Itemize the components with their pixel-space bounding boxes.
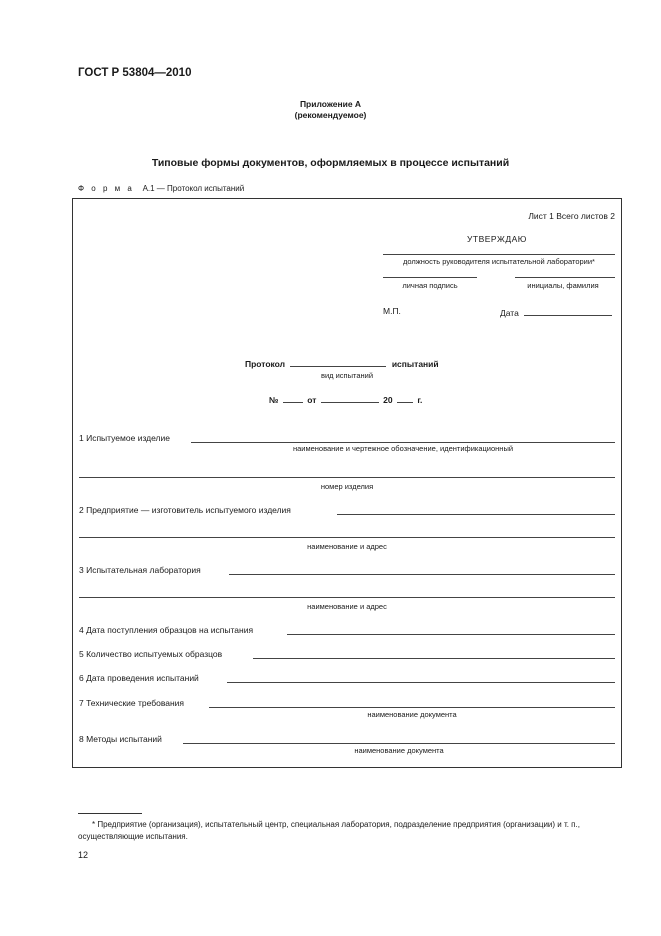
field-8-line (183, 743, 615, 744)
field-1-line-2 (79, 477, 615, 478)
appendix-type: (рекомендуемое) (294, 110, 367, 120)
field-2-line-2 (79, 537, 615, 538)
signature-line (383, 277, 477, 278)
position-line (383, 254, 615, 255)
field-7-label: 7 Технические требования (79, 698, 185, 708)
field-3-line (229, 574, 615, 575)
field-2-label: 2 Предприятие — изготовитель испытуемого изделия (79, 505, 291, 515)
field-2-line (337, 514, 615, 515)
approve-label: УТВЕРЖДАЮ (467, 234, 527, 244)
field-3-caption: наименование и адрес (307, 602, 387, 611)
heading-suffix: испытаний (391, 359, 439, 369)
date-field (500, 306, 612, 318)
field-1-label: 1 Испытуемое изделие (79, 433, 170, 443)
field-1-line (191, 442, 615, 443)
number-from: от (307, 395, 317, 405)
year-line (397, 393, 413, 403)
field-2-caption: наименование и адрес (307, 542, 387, 551)
number-suffix: г. (417, 395, 423, 405)
form-label (78, 184, 244, 193)
field-8-caption: наименование документа (354, 746, 444, 755)
number-year: 20 (383, 395, 393, 405)
field-5-label: 5 Количество испытуемых образцов (79, 649, 223, 659)
heading-prefix: Протокол (245, 359, 286, 369)
test-type-line (290, 357, 386, 367)
protocol-form (72, 198, 622, 768)
initials-caption: инициалы, фамилия (527, 281, 599, 290)
field-1-caption-2: номер изделия (320, 482, 374, 491)
date-line (524, 306, 612, 316)
position-caption: должность руководителя испытательной лаборатории* (403, 257, 595, 266)
initials-line (515, 277, 615, 278)
field-8-label: 8 Методы испытаний (79, 734, 162, 744)
field-5-line (253, 658, 615, 659)
appendix-title: Приложение А (299, 99, 362, 109)
field-3-label: 3 Испытательная лаборатория (79, 565, 201, 575)
sheet-info: Лист 1 Всего листов 2 (528, 211, 615, 221)
form-word: Ф о р м а (78, 184, 135, 193)
field-1-caption: наименование и чертежное обозначение, идентификационный (292, 444, 514, 453)
stamp-label: М.П. (383, 306, 401, 316)
field-3-line-2 (79, 597, 615, 598)
field-7-line (209, 707, 615, 708)
heading-caption: вид испытаний (320, 371, 374, 380)
protocol-heading (245, 357, 439, 369)
number-prefix: № (269, 395, 279, 405)
page-number: 12 (78, 850, 89, 860)
standard-code: ГОСТ Р 53804—2010 (78, 67, 192, 79)
field-7-caption: наименование документа (367, 710, 457, 719)
footnote-separator (78, 813, 142, 814)
field-4-line (287, 634, 615, 635)
protocol-number (269, 393, 422, 405)
signature-caption: личная подпись (402, 281, 458, 290)
date-label: Дата (500, 308, 519, 318)
form-label-rest: А.1 — Протокол испытаний (142, 184, 245, 193)
section-title: Типовые формы документов, оформляемых в процессе испытаний (151, 157, 510, 169)
date-day-line (321, 393, 379, 403)
field-4-label: 4 Дата поступления образцов на испытания (79, 625, 254, 635)
field-6-line (227, 682, 615, 683)
field-6-label: 6 Дата проведения испытаний (79, 673, 199, 683)
footnote: * Предприятие (организация), испытательный центр, специальная лаборатория, подразделение предприятия (организации) и т. п., осуществляющие испытания. (78, 820, 580, 841)
number-line (283, 393, 303, 403)
